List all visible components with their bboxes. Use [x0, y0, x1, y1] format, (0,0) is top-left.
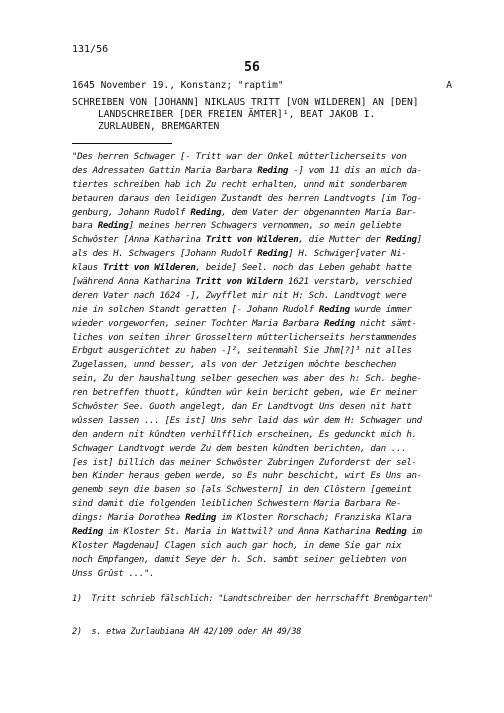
- body-line: Schwôster [Anna Katharina Tritt von Wilderen, die Mutter der Reding]: [72, 235, 422, 246]
- body-line: liches von seiten ihrer Grosseltern mûtterlicherseits herstammendes: [72, 332, 417, 343]
- body-line: sein, Zu der haushaltung selber gesechen was aber des h: Sch. beghe-: [72, 374, 422, 385]
- body-line: Unss Grûst ...".: [72, 568, 155, 579]
- body-line: Kloster Magdenau] Clagen sich auch gar hoch, in deme Sie gar nix: [72, 540, 402, 551]
- body-line: noch Empfangen, damit Seye der h. Sch. sambt seiner geliebten von: [72, 554, 407, 565]
- body-line: als des H. Schwagers [Johann Rudolf Reding] H. Schwiger[vater Ni-: [72, 249, 407, 260]
- page-number: 56: [244, 60, 260, 75]
- body-line: Schwôster See. Guoth angelegt, dan Er Landtvogt Uns desen nit hatt: [72, 402, 412, 413]
- body-line: [es ist] billich das meiner Schwôster Zubringen Zuforderst der sel-: [72, 457, 417, 468]
- letter-body: [72, 151, 472, 582]
- body-line: des Adressaten Gattin Maria Barbara Reding -] vom 11 dis an mich da-: [72, 165, 422, 176]
- body-line: ren betreffen thuott, kûndten wûr kein bericht geben, wie Er meiner: [72, 388, 417, 399]
- body-line: wûssen lassen ... [Es ist] Uns sehr laid das wûr dem H: Schwager und: [72, 415, 422, 426]
- body-line: [während Anna Katharina Tritt von Wildern 1621 verstarb, verschied: [72, 277, 412, 288]
- body-line: Schwager Landtvogt werde Zu dem besten kûndten berichten, dan ...: [72, 443, 407, 454]
- body-line: sind damit die folgenden leiblichen Schwestern Maria Barbara Re-: [72, 499, 402, 510]
- body-line: den andern nit kûndten verhilfflich erscheinen, Es gedunckt mich h.: [72, 429, 417, 440]
- heading-line: LANDSCHREIBER [DER FREIEN ÄMTER]¹, BEAT JAKOB I.: [98, 109, 376, 121]
- body-line: "Des herren Schwager [- Tritt war der Onkel mûtterlicherseits von: [72, 152, 407, 162]
- dateline: [72, 80, 452, 91]
- footnote: 2) s. etwa Zurlaubiana AH 42/109 oder AH 49/38: [72, 627, 302, 637]
- date-place: 1645 November 19., Konstanz; "raptim": [72, 80, 284, 91]
- body-line: genburg, Johann Rudolf Reding, dem Vater der obgenannten Maria Bar-: [72, 207, 417, 218]
- body-line: nie in solchen Standt geratten [- Johann Rudolf Reding wurde immer: [72, 304, 412, 315]
- body-line: dings: Maria Dorothea Reding im Kloster Rorschach; Franziska Klara: [72, 513, 412, 524]
- heading-divider: [72, 143, 172, 144]
- body-line: wieder vorgeworfen, seiner Tochter Maria Barbara Reding nicht sämt-: [72, 318, 417, 329]
- body-line: deren Vater nach 1624 -], Zwyfflet mir nit H: Sch. Landtvogt were: [72, 290, 407, 301]
- body-line: Zugelassen, unnd besser, als von der Jetzigen môchte beschechen: [72, 360, 397, 371]
- body-line: tiertes schreiben hab ich Zu recht erhalten, unnd mit sonderbarem: [72, 179, 407, 190]
- body-line: ben Kinder heraus geben werde, so Es nuhr beschicht, wirt Es Uns an-: [72, 471, 422, 482]
- body-line: betauren daraus den leidigen Zustandt des herren Landtvogts [im Tog-: [72, 193, 422, 204]
- heading-line: ZURLAUBEN, BREMGARTEN: [98, 121, 220, 133]
- body-line: genemb seyn die basen so [als Schwestern] in den Clôstern [gemeint: [72, 485, 412, 496]
- heading-line: SCHREIBEN VON [JOHANN] NIKLAUS TRITT [VON WILDEREN] AN [DEN]: [72, 97, 419, 108]
- letter-heading: [72, 97, 452, 134]
- body-line: klaus Tritt von Wilderen, beide] Seel. noch das Leben gehabt hatte: [72, 263, 412, 274]
- body-line: bara Reding] meines herren Schwagers vernommen, so mein geliebte: [72, 221, 402, 232]
- body-line: Reding im Kloster St. Maria in Wattwil? und Anna Katharina Reding im: [72, 527, 422, 538]
- body-line: Erbgut ausgerichtet zu haben -]², seitenmahl Sie Jhm[?]³ nit alles: [72, 346, 412, 357]
- footnote: 1) Tritt schrieb fälschlich: "Landtschreiber der herrschafft Brembgarten": [72, 594, 433, 604]
- dateline-mark: A: [446, 80, 452, 91]
- document-reference: 131/56: [72, 44, 109, 55]
- footnotes: [72, 572, 472, 660]
